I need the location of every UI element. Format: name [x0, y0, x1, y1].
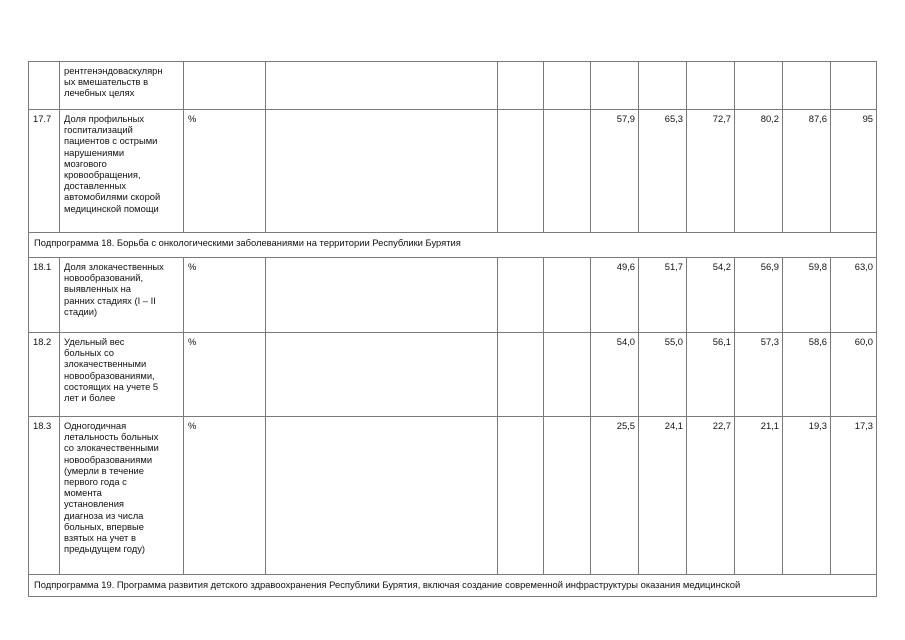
empty-cell	[498, 333, 544, 417]
empty-cell	[498, 110, 544, 233]
indicator-name: Удельный вес больных со злокачественными новообразованиями, состоящих на учете 5 лет и более	[64, 336, 159, 404]
indicator-value	[639, 62, 687, 110]
indicator-name-cell	[60, 417, 184, 575]
indicator-value: 21,1	[735, 417, 783, 575]
empty-cell	[266, 333, 498, 417]
indicator-unit: %	[184, 333, 266, 417]
indicator-unit: %	[184, 110, 266, 233]
table-row	[29, 417, 877, 575]
table-row	[29, 62, 877, 110]
subprogram-title: Подпрограмма 18. Борьба с онкологическими заболеваниями на территории Республики Бурятия	[29, 233, 877, 258]
indicator-value: 55,0	[639, 333, 687, 417]
empty-cell	[544, 333, 591, 417]
indicator-value: 25,5	[591, 417, 639, 575]
indicator-value: 87,6	[783, 110, 831, 233]
indicator-number: 18.3	[29, 417, 60, 575]
empty-cell	[266, 62, 498, 110]
subprogram-row	[29, 575, 877, 597]
indicator-unit: %	[184, 258, 266, 333]
indicator-value: 57,3	[735, 333, 783, 417]
indicator-name-cell	[60, 333, 184, 417]
indicator-name: Доля злокачественных новообразований, выявленных на ранних стадиях (I – II стадии)	[64, 261, 164, 317]
indicator-value: 49,6	[591, 258, 639, 333]
indicator-value: 51,7	[639, 258, 687, 333]
indicator-value: 22,7	[687, 417, 735, 575]
indicator-value: 56,1	[687, 333, 735, 417]
indicator-value	[735, 62, 783, 110]
table-row	[29, 333, 877, 417]
indicator-name-cell	[60, 62, 184, 110]
empty-cell	[544, 417, 591, 575]
indicator-name-cell	[60, 110, 184, 233]
indicator-number: 18.2	[29, 333, 60, 417]
indicator-name: рентгенэндоваскулярн ых вмешательств в лечебных целях	[64, 65, 163, 99]
table-row	[29, 258, 877, 333]
empty-cell	[544, 110, 591, 233]
indicator-unit	[184, 62, 266, 110]
table-row	[29, 110, 877, 233]
indicator-value: 56,9	[735, 258, 783, 333]
indicator-value: 72,7	[687, 110, 735, 233]
subprogram-title: Подпрограмма 19. Программа развития детского здравоохранения Республики Бурятия, включая создание современной инфраструктуры оказания медицинской	[29, 575, 877, 597]
indicator-name: Одногодичная летальность больных со злокачественными новообразованиями (умерли в течение первого года с момента установления диагноза из числа больных, впервые взятых на учет в предыдущем году)	[64, 420, 159, 555]
indicators-table	[28, 61, 877, 597]
indicator-name-cell	[60, 258, 184, 333]
indicator-value: 59,8	[783, 258, 831, 333]
indicator-value: 95	[831, 110, 877, 233]
indicator-value: 54,0	[591, 333, 639, 417]
indicator-value: 60,0	[831, 333, 877, 417]
empty-cell	[266, 258, 498, 333]
indicator-value: 54,2	[687, 258, 735, 333]
indicator-value: 24,1	[639, 417, 687, 575]
empty-cell	[498, 417, 544, 575]
indicator-number: 17.7	[29, 110, 60, 233]
indicator-value: 57,9	[591, 110, 639, 233]
indicator-value: 17,3	[831, 417, 877, 575]
empty-cell	[266, 417, 498, 575]
indicator-value: 58,6	[783, 333, 831, 417]
indicator-value: 65,3	[639, 110, 687, 233]
indicator-value	[687, 62, 735, 110]
table-body	[29, 62, 877, 597]
indicator-value: 19,3	[783, 417, 831, 575]
indicator-value: 63,0	[831, 258, 877, 333]
indicator-value: 80,2	[735, 110, 783, 233]
empty-cell	[498, 258, 544, 333]
subprogram-row	[29, 233, 877, 258]
indicator-number: 18.1	[29, 258, 60, 333]
indicator-value	[783, 62, 831, 110]
empty-cell	[544, 258, 591, 333]
indicator-unit: %	[184, 417, 266, 575]
indicator-name: Доля профильных госпитализаций пациентов с острыми нарушениями мозгового кровообращения, доставленных автомобилями скорой медицинской помощи	[64, 113, 161, 214]
empty-cell	[544, 62, 591, 110]
empty-cell	[498, 62, 544, 110]
empty-cell	[266, 110, 498, 233]
indicator-value	[591, 62, 639, 110]
indicator-number	[29, 62, 60, 110]
indicator-value	[831, 62, 877, 110]
